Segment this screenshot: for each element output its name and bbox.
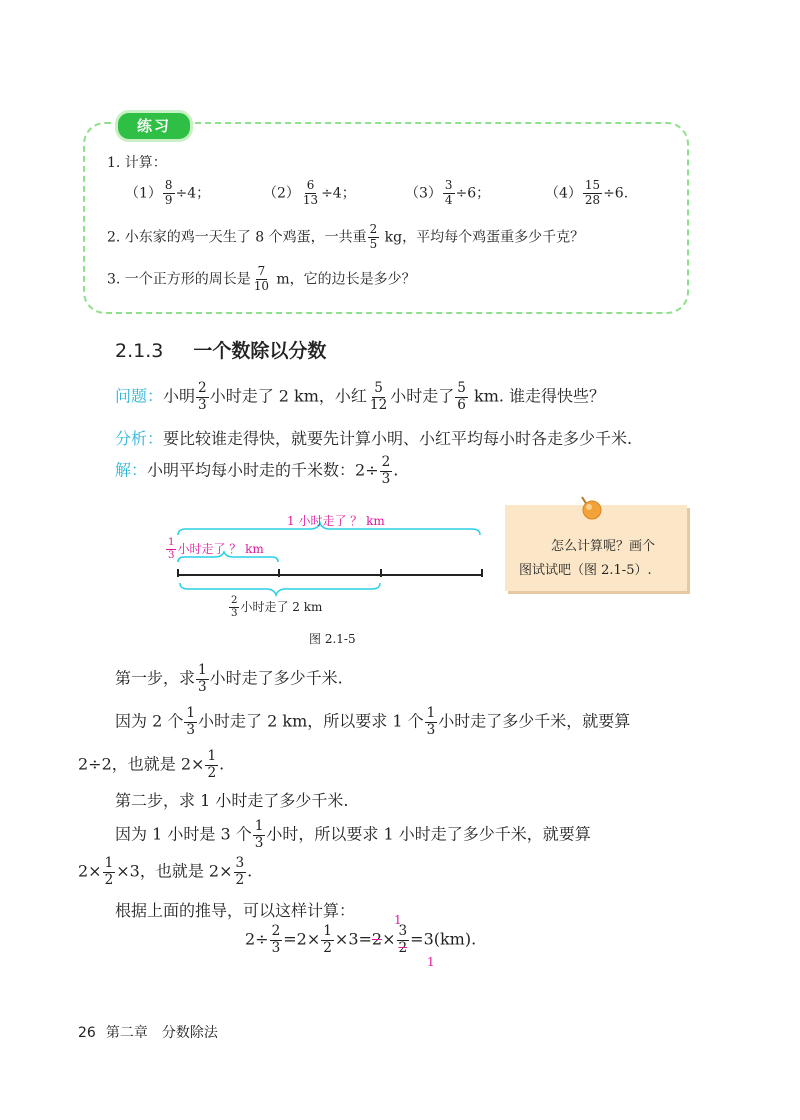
fraction: $\frac{2}{3}$ [198, 380, 207, 413]
section-title: 一个数除以分数 [193, 340, 327, 362]
derive-line: 根据上面的推导，可以这样计算： [115, 901, 356, 920]
fraction: $\frac{3}{4}$ [444, 178, 453, 207]
fraction: $\frac{5}{6}$ [457, 380, 466, 413]
fraction: $\frac{1}{3}$ [186, 705, 196, 738]
practice-q2: 2. 小东家的鸡一天生了 8 个鸡蛋，一共重 $\frac{2}{5}$ kg，平均每个鸡蛋重多少千克？ [107, 222, 585, 251]
solution-line: 解：小明平均每小时走的千米数：2÷ $\frac{2}{3}$ . [115, 454, 399, 487]
final-equation: 2÷ $\frac{2}{3}$ =2× $\frac{1}{2}$ ×3=2× $\frac{3}{2}$ =3(km). [245, 923, 477, 956]
para2-line2: 2× $\frac{1}{2}$ ×3，也就是 2× $\frac{3}{2}$ . [78, 855, 253, 888]
para2-line1: 因为 1 小时是 3 个 $\frac{1}{3}$ 小时，所以要求 1 小时走了多少千米，就要算 [115, 818, 591, 851]
fraction: $\frac{5}{12}$ [369, 380, 388, 413]
figure-top-label: 1 小时走了 ？ km [287, 514, 385, 528]
para1-line2: 2÷2，也就是 2× $\frac{1}{2}$ . [78, 748, 225, 781]
problem-label: 问题： [115, 386, 164, 406]
fraction: $\frac{2}{3}$ [231, 595, 238, 620]
practice-tab: 练习 [115, 110, 193, 142]
practice-item-2: （2） $\frac{6}{13}$ ÷4； [263, 178, 356, 207]
note-line-2: 图试试吧（图 2.1-5）. [519, 563, 652, 578]
practice-item-4: （4） $\frac{15}{28}$ ÷6. [545, 178, 629, 207]
cancelled-two: 2 [371, 929, 383, 949]
chapter-title: 分数除法 [161, 1025, 218, 1041]
item-label: （1） [125, 185, 162, 202]
brace-two-thirds-hour [180, 583, 380, 595]
page-number: 26 [78, 1025, 96, 1041]
fraction: $\frac{1}{3}$ [168, 537, 175, 562]
note-line-1: 怎么计算呢？画个 [551, 539, 656, 554]
fraction: $\frac{1}{2}$ [104, 855, 114, 888]
fraction: $\frac{1}{3}$ [254, 818, 264, 851]
step1-line: 第一步，求 $\frac{1}{3}$ 小时走了多少千米. [115, 662, 343, 695]
fraction: $\frac{2}{3}$ [271, 923, 281, 956]
figure-bottom-label: $\frac{2}{3}$ 小时走了 2 km [231, 595, 323, 620]
cancel-mark-top: 1 [394, 913, 402, 927]
fraction: $\frac{3}{2}$ [398, 923, 408, 956]
chapter-label: 第二章 [105, 1025, 148, 1041]
practice-q3: 3. 一个正方形的周长是 $\frac{7}{10}$ m，它的边长是多少？ [107, 264, 416, 293]
problem-line: 问题：小明 $\frac{2}{3}$ 小时走了 2 km，小红 $\frac{5}{12}$ 小时走了 $\frac{5}{6}$ km. 谁走得快些？ [115, 380, 606, 413]
practice-q1-label: 1. 计算： [107, 155, 167, 171]
fraction: $\frac{1}{2}$ [323, 923, 332, 956]
page-footer [78, 1022, 218, 1042]
fraction: $\frac{2}{3}$ [381, 454, 391, 487]
fraction: $\frac{1}{2}$ [207, 748, 217, 781]
fraction: $\frac{8}{9}$ [164, 178, 173, 207]
pushpin-icon [573, 491, 605, 523]
fraction: $\frac{15}{28}$ [584, 178, 601, 207]
fraction: $\frac{1}{3}$ [426, 705, 436, 738]
fraction: $\frac{3}{2}$ [235, 855, 245, 888]
fraction: $\frac{6}{13}$ [302, 178, 319, 207]
analysis-label: 分析： [115, 429, 164, 448]
fraction: $\frac{1}{3}$ [198, 662, 207, 695]
solution-label: 解： [115, 460, 148, 480]
figure-caption: 图 2.1-5 [309, 632, 356, 646]
section-heading [115, 336, 326, 363]
practice-item-1: （1） $\frac{8}{9}$ ÷4； [125, 178, 211, 207]
para1-line1: 因为 2 个 $\frac{1}{3}$ 小时走了 2 km，所以要求 1 个 $\frac{1}{3}$ 小时走了多少千米，就要算 [115, 705, 631, 738]
figure-mid-label: $\frac{1}{3}$ 小时走了 ？ km [168, 537, 264, 562]
cancel-mark-bottom: 1 [427, 955, 435, 969]
step2-line: 第二步，求 1 小时走了多少千米. [115, 791, 349, 810]
section-number: 2.1.3 [115, 340, 164, 362]
fraction: $\frac{7}{10}$ [253, 264, 269, 293]
fraction: $\frac{2}{5}$ [369, 222, 378, 251]
practice-item-3: （3） $\frac{3}{4}$ ÷6； [405, 178, 491, 207]
analysis-line: 分析：要比较谁走得快，就要先计算小明、小红平均每小时各走多少千米. [115, 429, 633, 448]
